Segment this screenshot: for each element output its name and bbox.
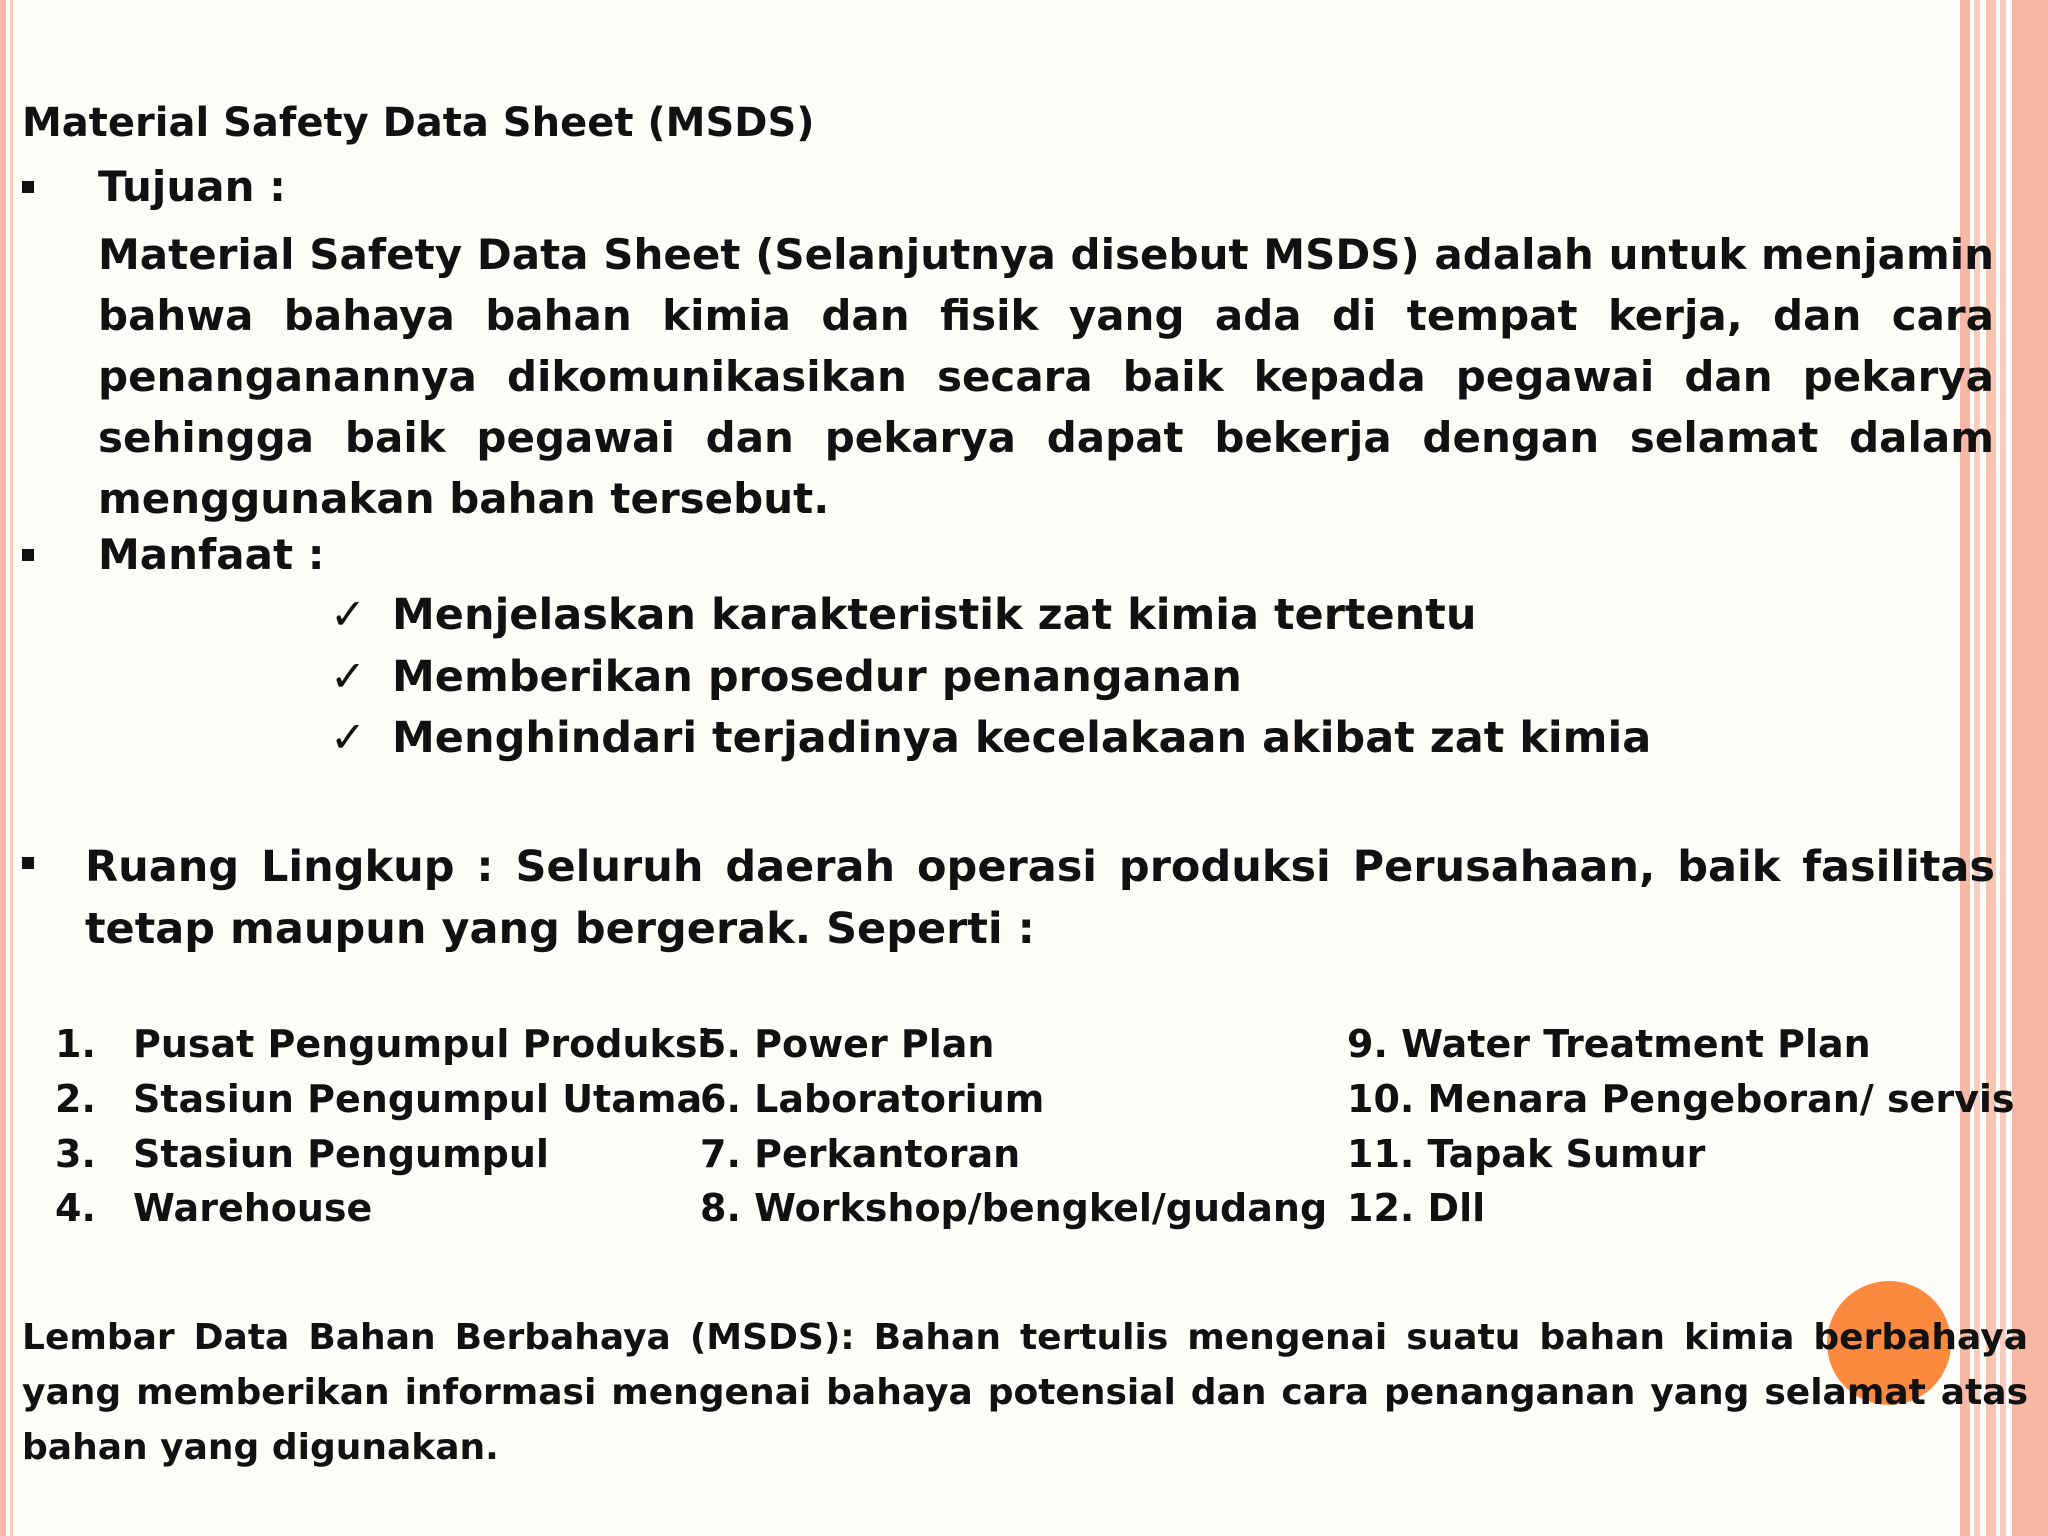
list-item: 9. Water Treatment Plan — [1347, 1022, 1871, 1066]
list-item: 7. Perkantoran — [700, 1132, 1021, 1176]
list-item-number: 3. — [55, 1132, 96, 1176]
list-item: 11. Tapak Sumur — [1347, 1132, 1706, 1176]
list-item-label: Stasiun Pengumpul Utama — [133, 1077, 703, 1121]
manfaat-item — [330, 713, 1651, 763]
list-item-number: 1. — [55, 1022, 96, 1066]
list-item-label: Stasiun Pengumpul — [133, 1132, 549, 1176]
manfaat-item-label: Memberikan prosedur penanganan — [392, 652, 1242, 702]
list-item — [55, 1022, 710, 1066]
list-item: 6. Laboratorium — [700, 1077, 1045, 1121]
list-item: 12. Dll — [1347, 1186, 1486, 1230]
list-item-label: Warehouse — [133, 1186, 373, 1230]
list-item: 8. Workshop/bengkel/gudang — [700, 1186, 1328, 1230]
left-border-stripe — [0, 0, 6, 1536]
square-bullet-icon — [22, 549, 34, 561]
manfaat-item-label: Menghindari terjadinya kecelakaan akibat zat kimia — [392, 713, 1652, 763]
check-icon: ✓ — [330, 652, 367, 702]
manfaat-item — [330, 590, 1476, 640]
square-bullet-icon — [22, 181, 34, 193]
right-border-stripe — [2000, 0, 2006, 1536]
manfaat-item — [330, 652, 1242, 702]
list-item-number: 4. — [55, 1186, 96, 1230]
check-icon: ✓ — [330, 590, 367, 640]
list-item-number: 2. — [55, 1077, 96, 1121]
square-bullet-icon — [22, 857, 34, 869]
manfaat-item-label: Menjelaskan karakteristik zat kimia tertentu — [392, 590, 1477, 640]
list-item-label: Pusat Pengumpul Produksi — [133, 1022, 711, 1066]
right-border-stripe — [2012, 0, 2048, 1536]
list-item: 10. Menara Pengeboran/ servis — [1347, 1077, 2015, 1121]
tujuan-paragraph: Material Safety Data Sheet (Selanjutnya disebut MSDS) adalah untuk menjamin bahwa bahaya bahan kimia dan fisik yang ada di tempat kerja, dan cara penanganannya dikomunikasikan secara baik kepada pegawai dan pekarya sehingga baik pegawai dan pekarya dapat bekerja dengan selamat dalam menggunakan bahan tersebut. — [98, 230, 1994, 523]
list-item: 5. Power Plan — [700, 1022, 995, 1066]
ruang-lingkup-paragraph: Ruang Lingkup : Seluruh daerah operasi produksi Perusahaan, baik fasilitas tetap maupun yang bergerak. Seperti : — [85, 842, 1995, 954]
slide-title: Material Safety Data Sheet (MSDS) — [22, 100, 815, 146]
list-item — [55, 1132, 549, 1176]
list-item — [55, 1077, 702, 1121]
tujuan-heading: Tujuan : — [98, 162, 286, 211]
manfaat-heading: Manfaat : — [98, 530, 325, 579]
footer-definition: Lembar Data Bahan Berbahaya (MSDS): Bahan tertulis mengenai suatu bahan kimia berbahaya yang memberikan informasi mengenai bahaya potensial dan cara penanganan yang selamat atas bahan yang digunakan. — [22, 1317, 2028, 1468]
left-border-stripe-thin — [10, 0, 13, 1536]
list-item — [55, 1186, 372, 1230]
check-icon: ✓ — [330, 713, 367, 763]
